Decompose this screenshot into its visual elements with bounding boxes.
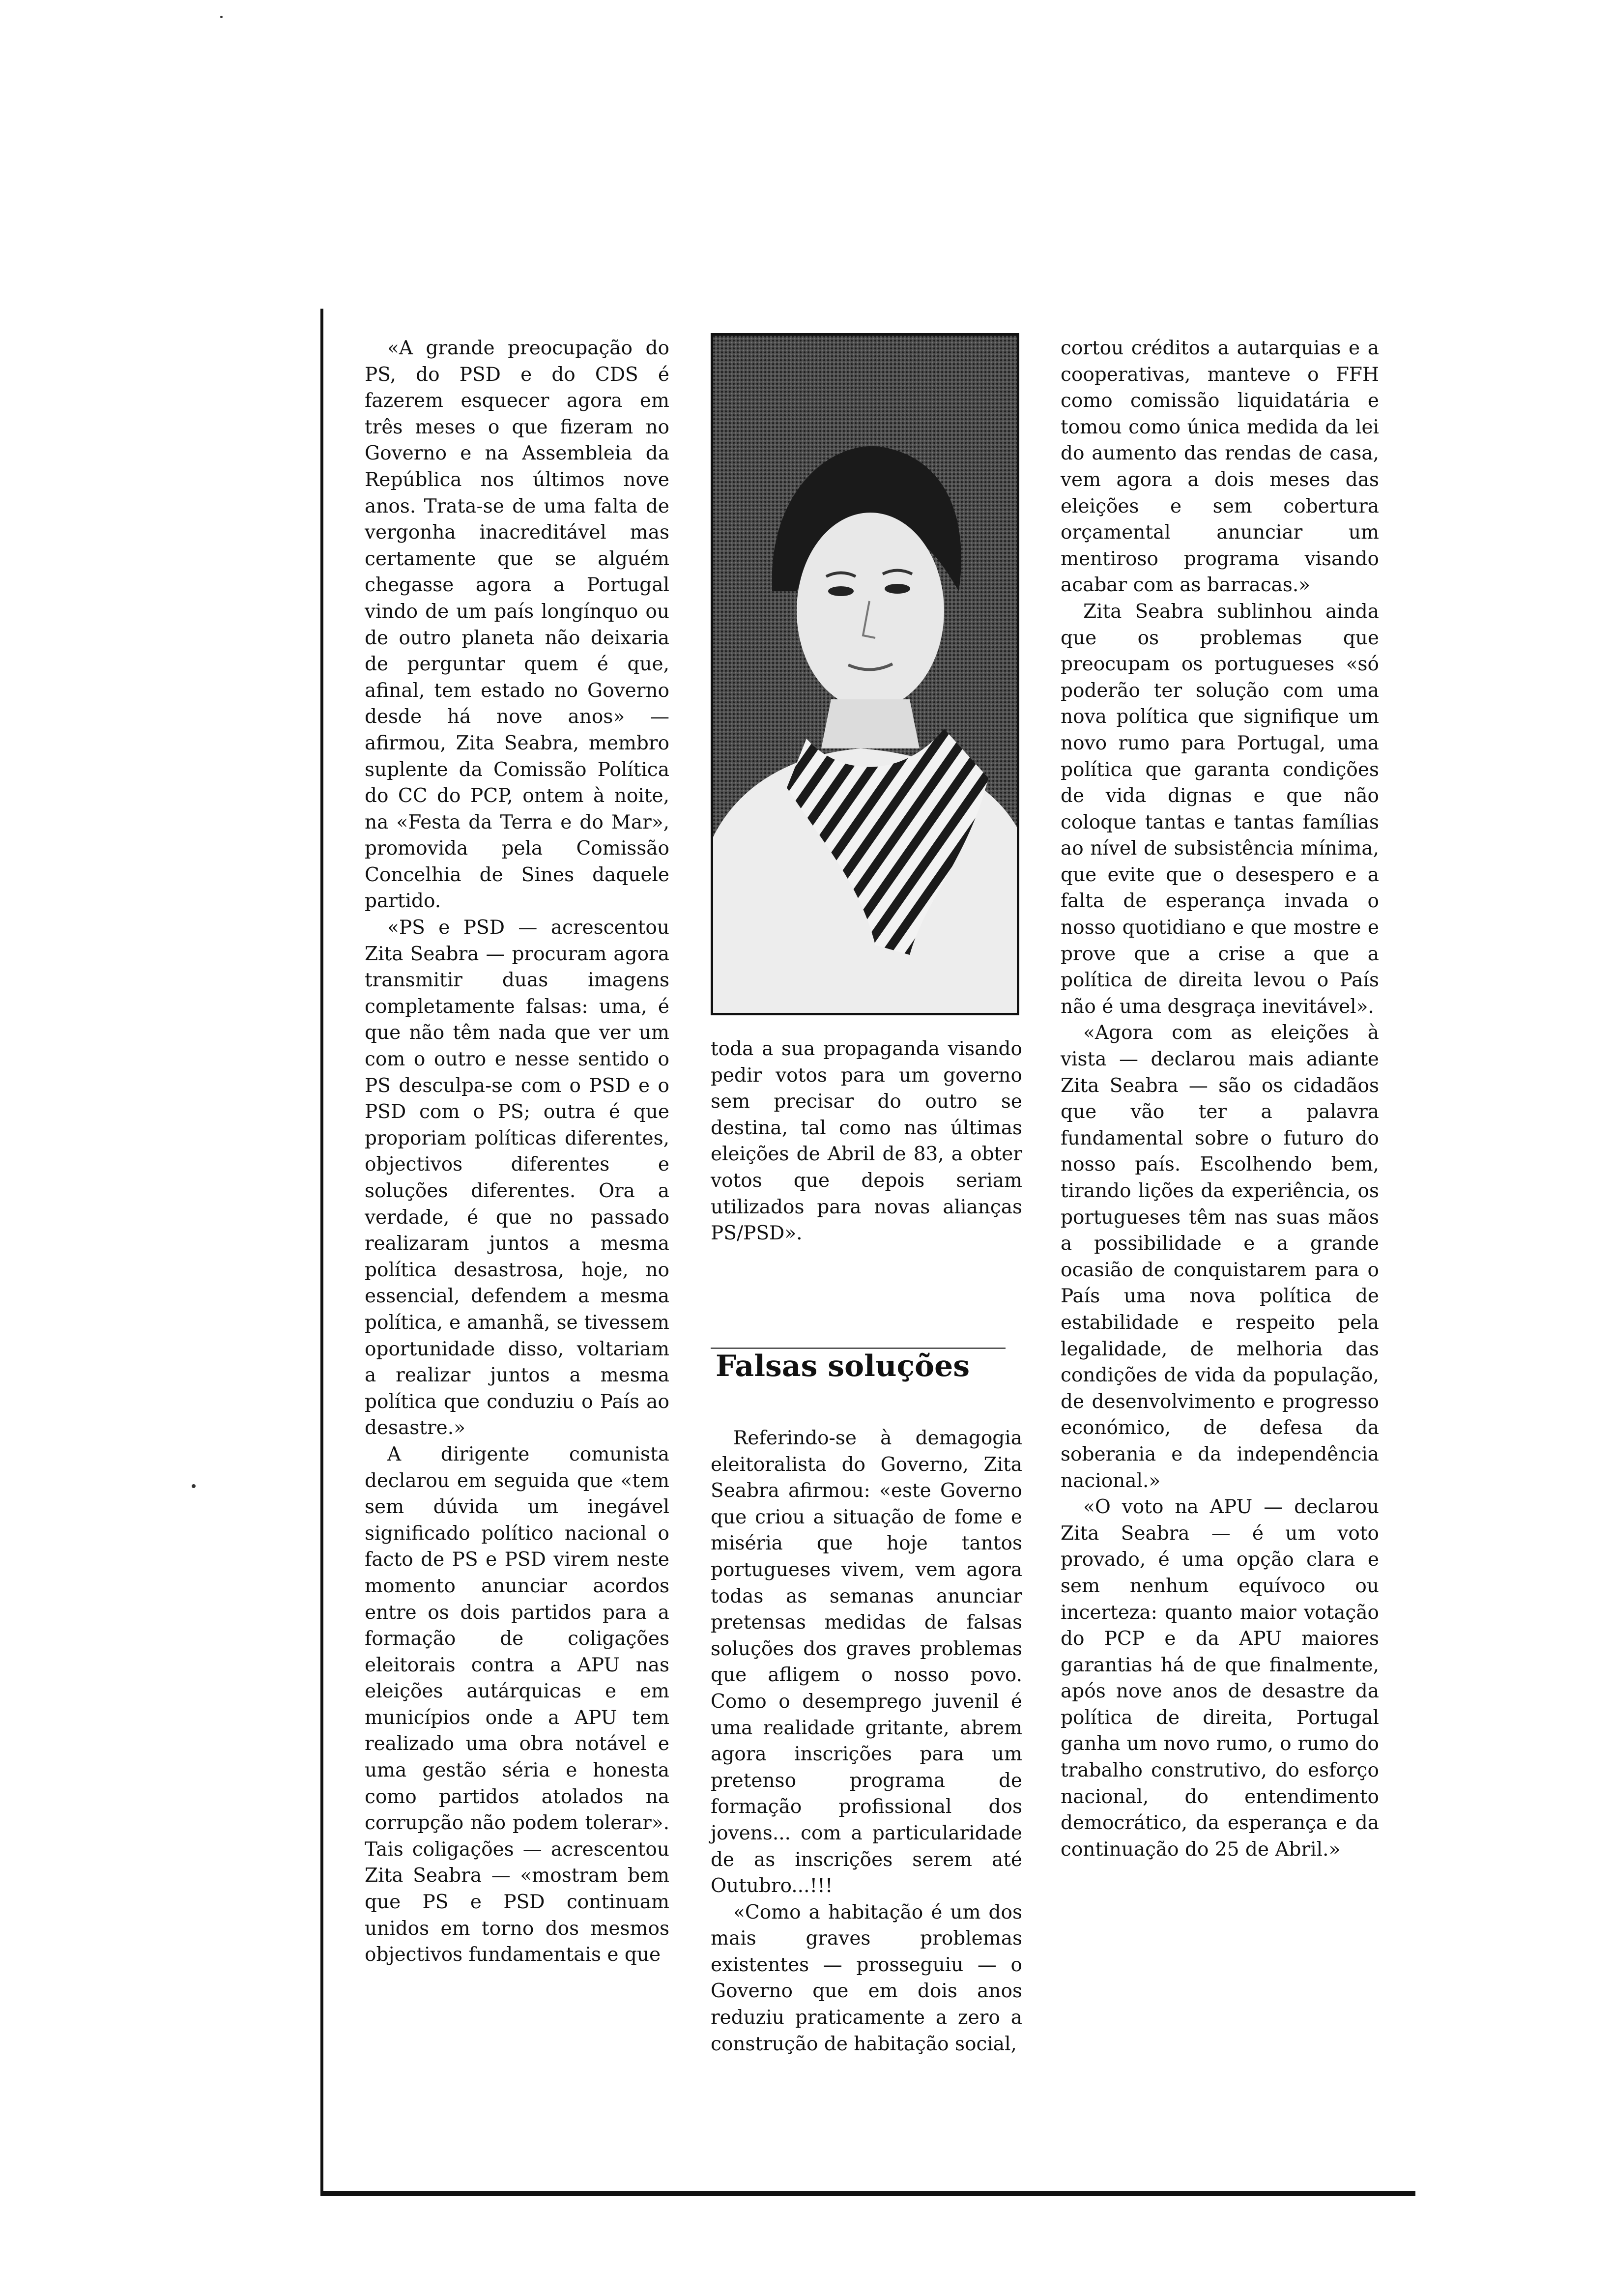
column-border-bottom (320, 2191, 1415, 2196)
paragraph: «PS e PSD — acrescentou Zita Seabra — procuram agora transmitir duas imagens completamente falsas: uma, é que não têm nada que ver um com o outro e nesse sentido o PS desculpa-se com o PSD e o PSD com o PS; outra é que proporiam políticas diferentes, objectivos diferentes e soluções diferentes. Ora a verdade, é que no passado realizaram juntos a mesma política desastrosa, hoje, no essencial, defendem a mesma política, e amanhã, se tivessem oportunidade disso, voltariam a realizar juntos a mesma política que conduziu o País ao desastre.» (365, 917, 669, 1439)
column-border-left (320, 309, 323, 2194)
portrait-image (713, 336, 1017, 1013)
scan-speck (192, 1484, 196, 1488)
paragraph: cortou créditos a autarquias e a cooperativas, manteve o FFH como comissão liquidatária e tomou como única medida da lei do aumento das rendas de casa, vem agora a dois meses das eleições e sem cobertura orçamental anunciar um mentiroso programa visando acabar com as barracas.» (1061, 337, 1379, 597)
article-column-1 (365, 335, 669, 1968)
paragraph: «A grande preocupação do PS, do PSD e do CDS é fazerem esquecer agora em três meses o que fizeram no Governo e na Assembleia da República nos últimos nove anos. Trata-se de uma falta de vergonha inacreditável mas certamente que se alguém chegasse agora a Portugal vindo de um país longínquo ou de outro planeta não deixaria de perguntar quem é que, afinal, tem estado no Governo desde há nove anos» — afirmou, Zita Seabra, membro suplente da Comissão Política do CC do PCP, ontem à noite, na «Festa da Terra e do Mar», promovida pela Comissão Concelhia de Sines daquele partido. (365, 337, 669, 913)
paragraph: «Agora com as eleições à vista — declarou mais adiante Zita Seabra — são os cidadãos que vão ter a palavra fundamental sobre o futuro do nosso país. Escolhendo bem, tirando lições da experiência, os portugueses têm nas suas mãos a possibilidade e a grande ocasião de conquistarem para o País uma nova política de estabilidade e respeito pela legalidade, de melhoria das condições de vida da população, de desenvolvimento e progresso económico, de defesa da soberania e da independência nacional.» (1061, 1022, 1379, 1492)
paragraph: «O voto na APU — declarou Zita Seabra — é um voto provado, é uma opção clara e sem nenhum equívoco ou incerteza: quanto maior votação do PCP e da APU maiores garantias há de que finalmente, após nove anos de desastre da política de direita, Portugal ganha um novo rumo, o rumo do trabalho construtivo, do esforço nacional, do entendimento democrático, da esperança e da continuação do 25 de Abril.» (1061, 1496, 1379, 1861)
section-heading: Falsas soluções (716, 1349, 970, 1383)
paragraph: toda a sua propaganda visando pedir votos para um governo sem precisar do outro se destina, tal como nas últimas eleições de Abril de 83, a obter votos que depois seriam utilizados para novas alianças PS/PSD». (711, 1038, 1022, 1245)
paragraph: A dirigente comunista declarou em seguida que «tem sem dúvida um inegável significado político nacional o facto de PS e PSD virem neste momento anunciar acordos entre os dois partidos para a formação de coligações eleitorais contra a APU nas eleições autárquicas e em municípios onde a APU tem realizado uma obra notável e uma gestão séria e honesta como partidos atolados na corrupção não podem tolerar». Tais coligações — acrescentou Zita Seabra — «mostram bem que PS e PSD continuam unidos em torno dos mesmos objectivos fundamentais e que (365, 1443, 669, 1966)
article-column-2-continued (711, 1425, 1022, 2057)
scan-speck (220, 16, 223, 18)
article-column-2 (711, 1036, 1022, 1247)
article-column-3 (1061, 335, 1379, 1863)
portrait-photo (711, 333, 1019, 1015)
paragraph: Zita Seabra sublinhou ainda que os problemas que preocupam os portugueses «só poderão ter solução com uma nova política que signifique um novo rumo para Portugal, uma política que garanta condições de vida dignas e que não coloque tantas e tantas famílias ao nível de subsistência mínima, que evite que o desespero e a falta de esperança invada o nosso quotidiano e que mostre e prove que a crise a que a política de direita levou o País não é uma desgraça inevitável». (1061, 600, 1379, 1018)
paragraph: «Como a habitação é um dos mais graves problemas existentes — prosseguiu — o Governo que em dois anos reduziu praticamente a zero a construção de habitação social, (711, 1901, 1022, 2055)
paragraph: Referindo-se à demagogia eleitoralista do Governo, Zita Seabra afirmou: «este Governo que criou a situação de fome e miséria que hoje tantos portugueses vivem, vem agora todas as semanas anunciar pretensas medidas de falsas soluções dos graves problemas que afligem o nosso povo. Como o desemprego juvenil é uma realidade gritante, abrem agora inscrições para um pretenso programa de formação profissional dos jovens... com a particularidade de as inscrições serem até Outubro...!!! (711, 1427, 1022, 1897)
